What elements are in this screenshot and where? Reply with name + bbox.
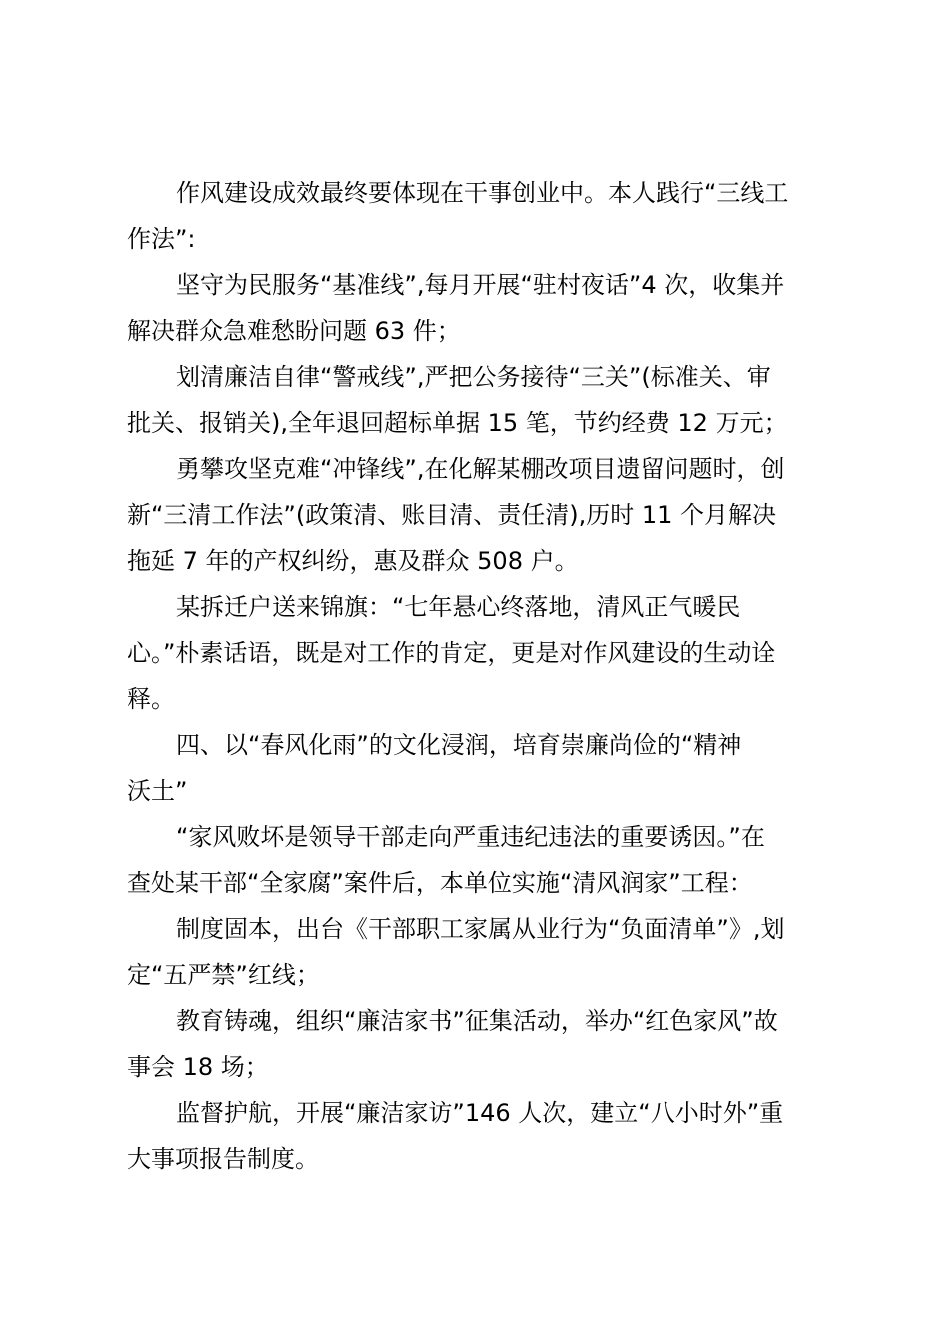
document-body [127, 170, 832, 1182]
paragraph-line: 制度固本，出台《干部职工家属从业行为“负面清单”》,划 [176, 915, 785, 943]
paragraph-7 [127, 906, 832, 998]
paragraph-2 [127, 262, 832, 354]
paragraph-9 [127, 1090, 832, 1182]
paragraph-line: 监督护航，开展“廉洁家访”146 人次，建立“八小时外”重 [176, 1099, 784, 1127]
paragraph-4 [127, 446, 832, 584]
paragraph-line: 作法”: [127, 225, 196, 253]
paragraph-line: 查处某干部“全家腐”案件后，本单位实施“清风润家”工程： [127, 869, 753, 897]
section-heading [127, 722, 832, 814]
paragraph-line: 大事项报告制度。 [127, 1145, 319, 1173]
paragraph-line: 定“五严禁”红线； [127, 961, 320, 989]
paragraph-line: 解决群众急难愁盼问题 63 件； [127, 317, 461, 345]
paragraph-line: 释。 [127, 685, 175, 713]
paragraph-6 [127, 814, 832, 906]
paragraph-line: 坚守为民服务“基准线”,每月开展“驻村夜话”4 次，收集并 [176, 271, 785, 299]
heading-line: 四、以“春风化雨”的文化浸润，培育崇廉尚俭的“精神 [176, 731, 742, 759]
paragraph-line: 作风建设成效最终要体现在干事创业中。本人践行“三线工 [176, 179, 789, 207]
paragraph-line: 某拆迁户送来锦旗：“七年悬心终落地，清风正气暖民 [176, 593, 741, 621]
paragraph-line: 拖延 7 年的产权纠纷，惠及群众 508 户。 [127, 547, 579, 575]
paragraph-line: 划清廉洁自律“警戒线”,严把公务接待“三关”(标准关、审 [176, 363, 771, 391]
paragraph-line: 心。”朴素话语，既是对工作的肯定，更是对作风建设的生动诠 [127, 639, 776, 667]
paragraph-8 [127, 998, 832, 1090]
paragraph-1 [127, 170, 832, 262]
heading-line: 沃土” [127, 777, 188, 805]
paragraph-line: 批关、报销关),全年退回超标单据 15 笔，节约经费 12 万元； [127, 409, 788, 437]
paragraph-5 [127, 584, 832, 722]
paragraph-line: 勇攀攻坚克难“冲锋线”,在化解某棚改项目遗留问题时，创 [176, 455, 785, 483]
paragraph-line: 新“三清工作法”(政策清、账目清、责任清),历时 11 个月解决 [127, 501, 777, 529]
paragraph-line: 教育铸魂，组织“廉洁家书”征集活动，举办“红色家风”故 [176, 1007, 778, 1035]
paragraph-line: “家风败坏是领导干部走向严重违纪违法的重要诱因。”在 [176, 823, 765, 851]
paragraph-3 [127, 354, 832, 446]
paragraph-line: 事会 18 场； [127, 1053, 269, 1081]
